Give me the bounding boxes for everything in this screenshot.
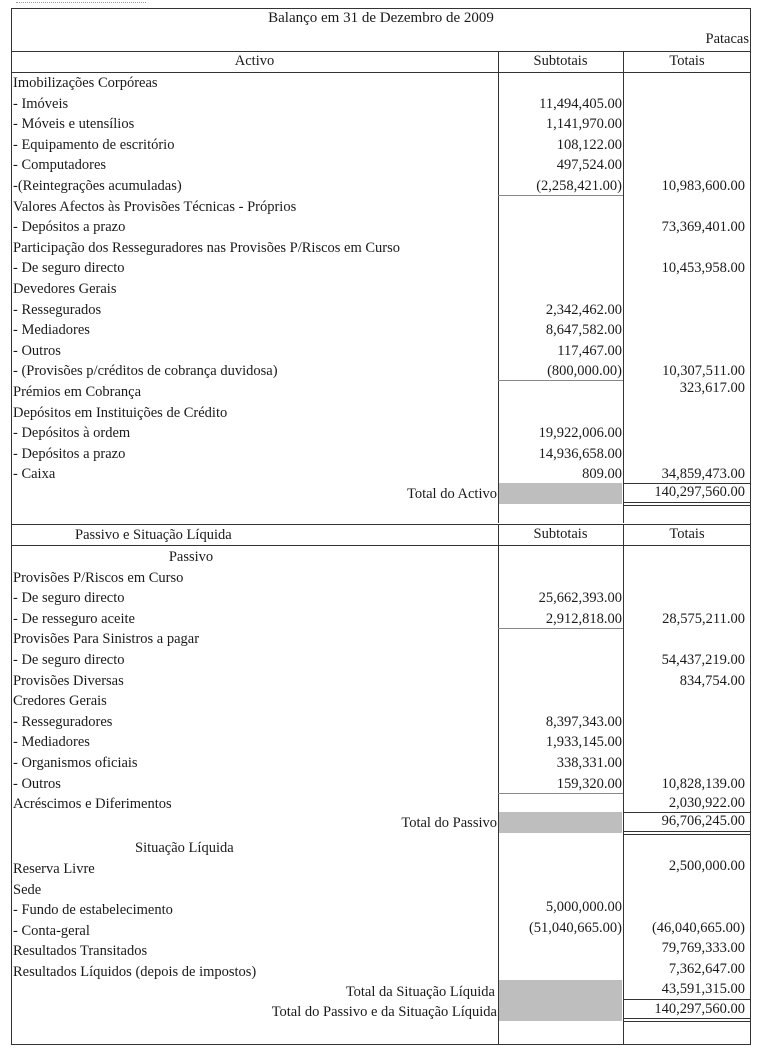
- subtotal-rule: [498, 628, 623, 629]
- situacao-liquida-heading: Situação Líquida: [135, 840, 234, 856]
- row-label: - Ressegurados: [13, 301, 102, 318]
- row-total: 7,362,647.00: [668, 960, 745, 977]
- row-total: 73,369,401.00: [661, 219, 745, 236]
- row-subtotal: 1,933,145.00: [545, 734, 622, 751]
- row-total: 34,859,473.00: [661, 466, 745, 483]
- column-divider: [498, 51, 499, 523]
- passivo-heading: Passivo: [168, 549, 214, 565]
- column-divider: [623, 524, 624, 1045]
- row-total: (46,040,665.00): [651, 919, 745, 936]
- row-subtotal: 8,397,343.00: [545, 713, 622, 730]
- row-label: - De seguro directo: [13, 590, 125, 607]
- row-label: - Computadores: [13, 157, 107, 174]
- row-total: 10,983,600.00: [661, 178, 745, 194]
- document-title: Balanço em 31 de Dezembro de 2009: [268, 10, 494, 26]
- row-label: - De seguro directo: [13, 260, 125, 277]
- shaded-cell: [499, 483, 622, 504]
- row-label: - Depósitos a prazo: [13, 219, 126, 236]
- row-label: Valores Afectos às Provisões Técnicas - Próprios: [13, 198, 297, 215]
- total-situacao-label: Total da Situação Líquida: [345, 984, 495, 1000]
- row-total: 323,617.00: [679, 380, 745, 396]
- total-activo-label: Total do Activo: [406, 486, 497, 502]
- row-label: Prémios em Cobrança: [13, 384, 142, 400]
- row-total: 2,500,000.00: [668, 858, 745, 874]
- row-label: - Caixa: [13, 466, 56, 483]
- activo-header: Activo: [234, 53, 275, 69]
- row-subtotal: 25,662,393.00: [538, 590, 622, 607]
- row-total: 10,453,958.00: [661, 260, 745, 277]
- double-rule: [623, 1018, 751, 1019]
- row-label: - Equipamento de escritório: [13, 136, 175, 153]
- row-subtotal: (2,258,421.00): [536, 178, 622, 194]
- row-label: Resultados Líquidos (depois de impostos): [13, 964, 257, 980]
- row-subtotal: (51,040,665.00): [528, 919, 622, 936]
- row-subtotal: 2,342,462.00: [545, 301, 622, 318]
- row-label: Credores Gerais: [13, 693, 107, 710]
- column-divider: [498, 524, 499, 1045]
- passivo-subtotals-header: Subtotais: [533, 526, 588, 542]
- grand-total-value: 140,297,560.00: [654, 1001, 745, 1017]
- row-total: 2,030,922.00: [668, 795, 745, 811]
- row-label: - Organismos oficiais: [13, 755, 138, 771]
- row-subtotal: 1,141,970.00: [545, 116, 622, 133]
- row-label: Devedores Gerais: [13, 281, 117, 297]
- row-label: - (Provisões p/créditos de cobrança duvidosa): [13, 363, 278, 380]
- row-label: - Conta-geral: [13, 922, 90, 939]
- row-label: - Resseguradores: [13, 713, 113, 730]
- total-situacao-value: 43,591,315.00: [661, 981, 745, 997]
- double-rule: [623, 831, 751, 832]
- row-subtotal: 809.00: [582, 466, 622, 483]
- row-subtotal: 8,647,582.00: [545, 322, 622, 339]
- row-label: Sede: [13, 881, 42, 898]
- row-label: Participação dos Resseguradores nas Provisões P/Riscos em Curso: [13, 239, 401, 256]
- row-label: - De resseguro aceite: [13, 610, 135, 627]
- grand-total-label: Total do Passivo e da Situação Líquida: [271, 1004, 497, 1020]
- row-total: 10,307,511.00: [662, 363, 745, 380]
- row-subtotal: 117,467.00: [557, 342, 622, 359]
- row-label: - Mediadores: [13, 734, 90, 751]
- row-subtotal: 108,122.00: [556, 136, 622, 153]
- total-passivo-value: 96,706,245.00: [661, 813, 745, 829]
- row-subtotal: 2,912,818.00: [545, 610, 622, 627]
- row-label: Reserva Livre: [13, 861, 95, 877]
- double-rule: [623, 1021, 751, 1022]
- row-label: - Depósitos a prazo: [13, 445, 126, 462]
- activo-totals-header: Totais: [669, 53, 705, 69]
- row-label: Provisões Para Sinistros a pagar: [13, 631, 200, 648]
- row-subtotal: 497,524.00: [556, 157, 622, 174]
- row-total: 54,437,219.00: [661, 652, 745, 668]
- scan-artifact: [16, 2, 146, 3]
- double-rule: [623, 502, 751, 503]
- shaded-cell: [499, 980, 622, 1021]
- subtotal-rule: [498, 793, 623, 794]
- row-label: - Mediadores: [13, 322, 90, 339]
- row-total: 834,754.00: [679, 672, 745, 689]
- row-label: - Outros: [13, 342, 61, 359]
- row-label: - Fundo de estabelecimento: [13, 902, 173, 919]
- row-label: Imobilizações Corpóreas: [13, 75, 158, 91]
- row-label: -(Reintegrações acumuladas): [13, 178, 182, 194]
- row-label: - Imóveis: [13, 95, 69, 112]
- row-subtotal: (800,000.00): [547, 363, 622, 380]
- row-label: - Depósitos à ordem: [13, 425, 131, 442]
- row-label: Acréscimos e Diferimentos: [13, 796, 172, 813]
- double-rule: [623, 505, 751, 506]
- row-subtotal: 159,320.00: [556, 775, 622, 792]
- row-label: - Outros: [13, 775, 61, 792]
- row-label: Resultados Transitados: [13, 943, 148, 960]
- row-subtotal: 5,000,000.00: [545, 899, 622, 915]
- row-subtotal: 14,936,658.00: [538, 445, 622, 462]
- currency-label: Patacas: [705, 31, 749, 47]
- passivo-totals-header: Totais: [669, 526, 705, 542]
- row-subtotal: 11,494,405.00: [539, 95, 622, 112]
- subtotal-rule: [498, 195, 623, 196]
- row-label: - Móveis e utensílios: [13, 116, 135, 133]
- row-label: - De seguro directo: [13, 652, 125, 668]
- row-total: 10,828,139.00: [661, 775, 745, 792]
- total-activo-value: 140,297,560.00: [654, 484, 745, 500]
- row-subtotal: 338,331.00: [556, 755, 622, 771]
- row-total: 79,769,333.00: [661, 940, 745, 957]
- row-subtotal: 19,922,006.00: [538, 425, 622, 442]
- divider: [11, 545, 751, 546]
- column-divider: [623, 51, 624, 523]
- shaded-cell: [499, 812, 622, 833]
- activo-subtotals-header: Subtotais: [533, 53, 588, 69]
- row-label: Provisões P/Riscos em Curso: [13, 569, 184, 586]
- row-label: Depósitos em Instituições de Crédito: [13, 404, 228, 421]
- row-total: 28,575,211.00: [662, 610, 745, 627]
- double-rule: [623, 834, 751, 835]
- total-passivo-label: Total do Passivo: [401, 815, 497, 831]
- subtotal-rule: [498, 380, 623, 381]
- row-label: Provisões Diversas: [13, 672, 124, 689]
- passivo-situacao-header: Passivo e Situação Líquida: [75, 527, 232, 543]
